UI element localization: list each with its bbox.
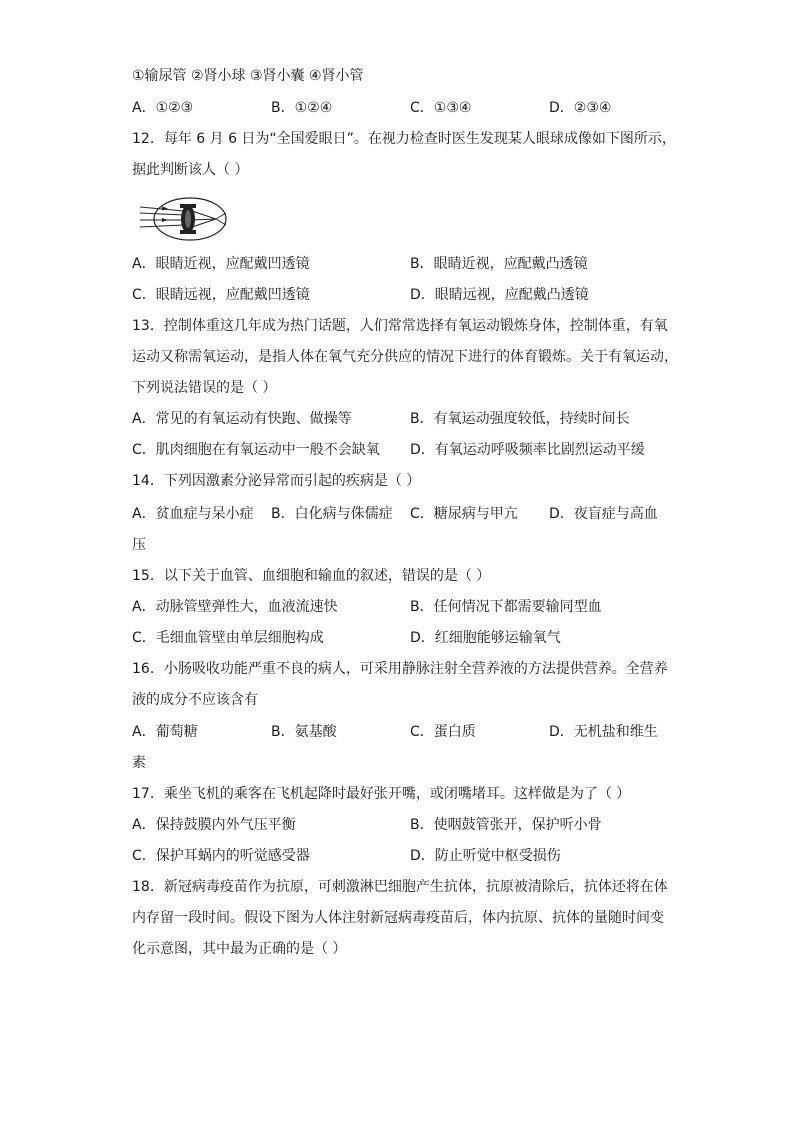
q17-option-a: A．保持鼓膜内外气压平衡: [132, 817, 296, 833]
q11-option-a: A．①②③: [132, 100, 194, 116]
q14-option-d: D．夜盲症与高血: [549, 506, 658, 522]
eye-lens-diagram-icon: [138, 196, 234, 242]
q14-option-a: A．贫血症与呆小症: [132, 506, 254, 522]
q12-stem-line-1: 12．每年 6 月 6 日为“全国爱眼日”。在视力检查时医生发现某人眼球成像如下图所示，: [132, 131, 676, 147]
q17-option-d: D．防止听觉中枢受损伤: [410, 848, 561, 864]
q13-option-b: B．有氧运动强度较低，持续时间长: [410, 411, 630, 427]
q13-stem-line-3: 下列说法错误的是（ ）: [132, 380, 277, 396]
q11-option-b: B．①②④: [271, 100, 333, 116]
q14-option-c: C．糖尿病与甲亢: [410, 506, 518, 522]
q13-option-c: C．肌肉细胞在有氧运动中一般不会缺氧: [132, 442, 380, 458]
q15-option-a: A．动脉管壁弹性大，血液流速快: [132, 599, 338, 615]
q13-stem-line-1: 13．控制体重这几年成为热门话题，人们常常选择有氧运动锻炼身体，控制体重，有氧: [132, 318, 668, 334]
q13-stem-line-2: 运动又称需氧运动，是指人体在氧气充分供应的情况下进行的体育锻炼。关于有氧运动，: [132, 349, 678, 365]
q18-stem-line-3: 化示意图，其中最为正确的是（ ）: [132, 941, 347, 957]
q15-option-c: C．毛细血管壁由单层细胞构成: [132, 630, 324, 646]
q13-option-a: A．常见的有氧运动有快跑、做操等: [132, 411, 352, 427]
q16-option-b: B．氨基酸: [271, 724, 337, 740]
q14-stem: 14．下列因激素分泌异常而引起的疾病是（ ）: [132, 473, 421, 489]
q12-option-c: C．眼睛远视，应配戴凹透镜: [132, 287, 310, 303]
q15-option-d: D．红细胞能够运输氧气: [410, 630, 561, 646]
q11-option-c: C．①③④: [410, 100, 472, 116]
q16-option-a: A．葡萄糖: [132, 724, 198, 740]
q16-option-d: D．无机盐和维生: [549, 724, 658, 740]
q14-option-d-wrap: 压: [132, 537, 146, 553]
q15-stem: 15．以下关于血管、血细胞和输血的叙述，错误的是（ ）: [132, 568, 491, 584]
q18-stem-line-1: 18．新冠病毒疫苗作为抗原，可刺激淋巴细胞产生抗体，抗原被清除后，抗体还将在体: [132, 879, 668, 895]
q13-option-d: D．有氧运动呼吸频率比剧烈运动平缓: [410, 442, 645, 458]
q16-stem-line-2: 液的成分不应该含有: [132, 692, 258, 708]
q14-option-b: B．白化病与侏儒症: [271, 506, 393, 522]
q12-stem-line-2: 据此判断该人（ ）: [132, 162, 249, 178]
q18-stem-line-2: 内存留一段时间。假设下图为人体注射新冠病毒疫苗后，体内抗原、抗体的量随时间变: [132, 910, 664, 926]
q15-option-b: B．任何情况下都需要输同型血: [410, 599, 602, 615]
q17-stem: 17．乘坐飞机的乘客在飞机起降时最好张开嘴，或闭嘴堵耳。这样做是为了（ ）: [132, 786, 631, 802]
q11-option-d: D．②③④: [549, 100, 612, 116]
q16-option-d-wrap: 素: [132, 755, 146, 771]
q17-option-b: B．使咽鼓管张开，保护听小骨: [410, 817, 602, 833]
q11-items: ①输尿管 ②肾小球 ③肾小囊 ④肾小管: [132, 68, 364, 84]
q12-option-d: D．眼睛远视，应配戴凸透镜: [410, 287, 589, 303]
q16-stem-line-1: 16．小肠吸收功能严重不良的病人，可采用静脉注射全营养液的方法提供营养。全营养: [132, 661, 668, 677]
q12-option-b: B．眼睛近视，应配戴凸透镜: [410, 256, 588, 272]
q17-option-c: C．保护耳蜗内的听觉感受器: [132, 848, 310, 864]
q12-option-a: A．眼睛近视，应配戴凹透镜: [132, 256, 310, 272]
q16-option-c: C．蛋白质: [410, 724, 476, 740]
